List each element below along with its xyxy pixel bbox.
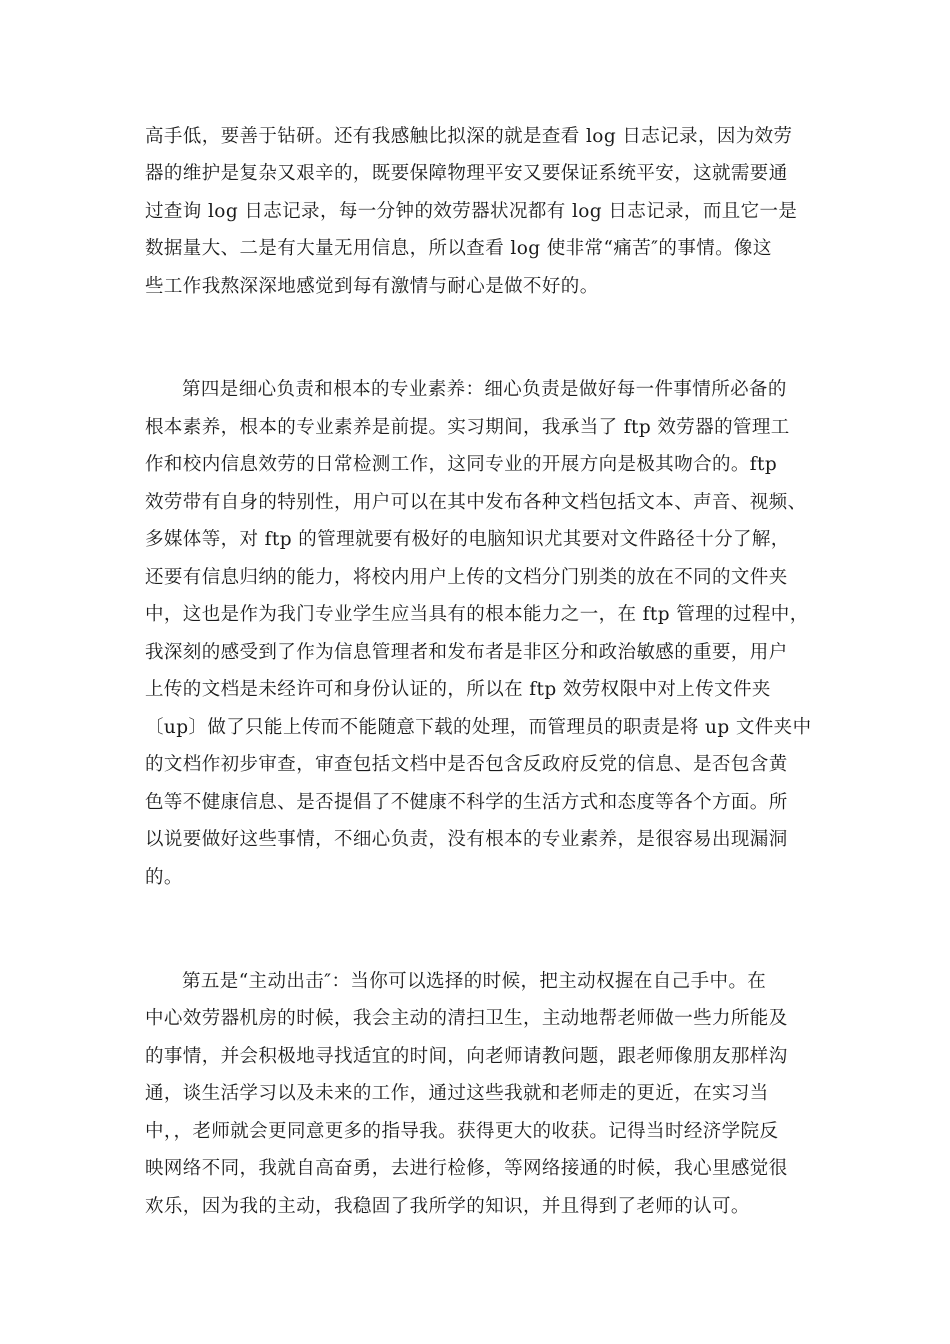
text-line: 第五是“主动出击″：当你可以选择的时候，把主动权握在自己手中。在 (182, 971, 767, 992)
text-line: 数据量大、二是有大量无用信息，所以查看 log 使非常“痛苦″的事情。像这 (145, 238, 772, 259)
text-line: 我深刻的感受到了作为信息管理者和发布者是非区分和政治敏感的重要，用户 (145, 642, 788, 663)
text-line: 上传的文档是未经许可和身份认证的，所以在 ftp 效劳权限中对上传文件夹 (145, 679, 771, 700)
text-line: 效劳带有自身的特别性，用户可以在其中发布各种文档包括文本、声音、视频、 (145, 492, 807, 513)
text-line: 根本素养，根本的专业素养是前提。实习期间，我承当了 ftp 效劳器的管理工 (145, 417, 790, 438)
text-line: 映网络不同，我就自高奋勇，去进行检修，等网络接通的时候，我心里感觉很 (145, 1158, 788, 1179)
text-line: 通，谈生活学习以及未来的工作，通过这些我就和老师走的更近，在实习当 (145, 1083, 769, 1104)
text-line: 中，这也是作为我门专业学生应当具有的根本能力之一，在 ftp 管理的过程中， (145, 604, 809, 625)
text-line: 的文档作初步审查，审查包括文档中是否包含反政府反党的信息、是否包含黄 (145, 754, 788, 775)
text-line: 色等不健康信息、是否提倡了不健康不科学的生活方式和态度等各个方面。所 (145, 792, 788, 813)
text-line: 过查询 log 日志记录，每一分钟的效劳器状况都有 log 日志记录，而且它一是 (145, 201, 798, 222)
text-line: 高手低，要善于钻研。还有我感触比拟深的就是查看 log 日志记录，因为效劳 (145, 126, 793, 147)
text-line: 中，，老师就会更同意更多的指导我。获得更大的收获。记得当时经济学院反 (145, 1121, 779, 1142)
text-line: 中心效劳器机房的时候，我会主动的清扫卫生，主动地帮老师做一些力所能及 (145, 1008, 788, 1029)
text-line: 的。 (145, 867, 183, 888)
text-line: 以说要做好这些事情，不细心负责，没有根本的专业素养，是很容易出现漏洞 (145, 829, 788, 850)
text-line: 还要有信息归纳的能力，将校内用户上传的文档分门别类的放在不同的文件夹 (145, 567, 788, 588)
text-line: 器的维护是复杂又艰辛的，既要保障物理平安又要保证系统平安，这就需要通 (145, 163, 788, 184)
text-line: 作和校内信息效劳的日常检测工作，这同专业的开展方向是极其吻合的。ftp (145, 454, 778, 475)
text-line: 欢乐，因为我的主动，我稳固了我所学的知识，并且得到了老师的认可。 (145, 1196, 750, 1217)
text-line: 第四是细心负责和根本的专业素养：细心负责是做好每一件事情所必备的 (182, 379, 787, 400)
text-line: 些工作我熬深深地感觉到每有激情与耐心是做不好的。 (145, 276, 599, 297)
text-line: 〔up〕做了只能上传而不能随意下载的处理，而管理员的职责是将 up 文件夹中 (145, 717, 812, 738)
text-line: 多媒体等，对 ftp 的管理就要有极好的电脑知识尤其要对文件路径十分了解， (145, 529, 790, 550)
text-line: 的事情，并会积极地寻找适宜的时间，向老师请教问题，跟老师像朋友那样沟 (145, 1046, 788, 1067)
